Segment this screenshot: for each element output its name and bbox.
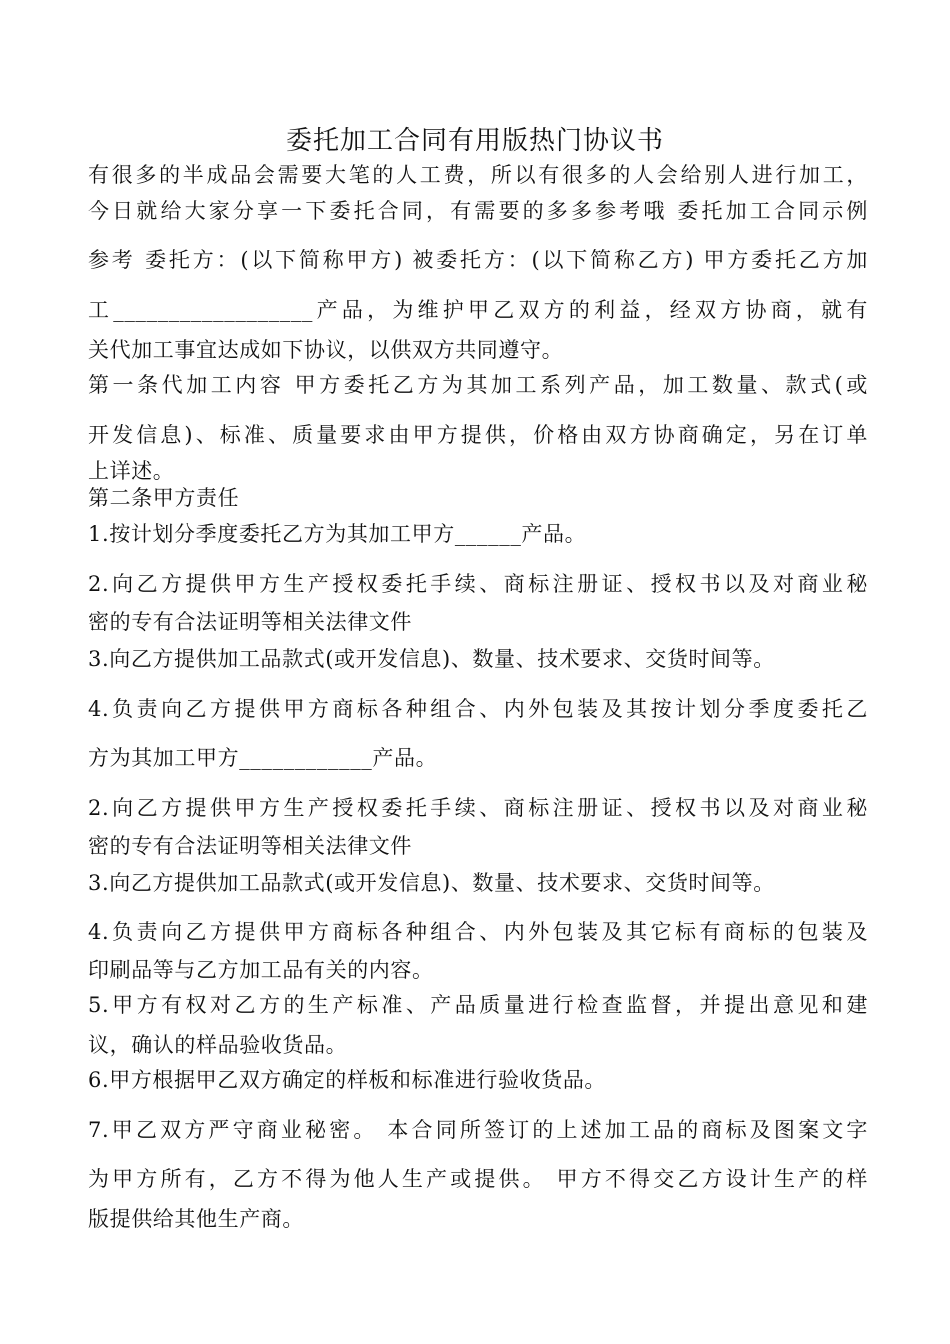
section-heading: 第二条甲方责任 xyxy=(88,486,240,510)
paragraph-line: 密的专有合法证明等相关法律文件 xyxy=(88,610,412,634)
paragraph-line: 2.向乙方提供甲方生产授权委托手续、商标注册证、授权书以及对商业秘 xyxy=(88,572,868,596)
paragraph-line: 3.向乙方提供加工品款式(或开发信息)、数量、技术要求、交货时间等。 xyxy=(88,871,775,895)
paragraph-line: 第一条代加工内容 甲方委托乙方为其加工系列产品，加工数量、款式(或 xyxy=(88,373,868,397)
paragraph-line: 5.甲方有权对乙方的生产标准、产品质量进行检查监督，并提出意见和建 xyxy=(88,993,868,1017)
paragraph-line: 议，确认的样品验收货品。 xyxy=(88,1033,348,1057)
paragraph-line: 4.负责向乙方提供甲方商标各种组合、内外包装及其它标有商标的包装及 xyxy=(88,920,868,944)
paragraph-line: 开发信息)、标准、质量要求由甲方提供，价格由双方协商确定，另在订单 xyxy=(88,423,868,447)
paragraph-line: 上详述。 xyxy=(88,459,175,483)
paragraph-line: 3.向乙方提供加工品款式(或开发信息)、数量、技术要求、交货时间等。 xyxy=(88,647,775,671)
paragraph-line: 6.甲方根据甲乙双方确定的样板和标准进行验收货品。 xyxy=(88,1068,607,1092)
paragraph-line: 方为其加工甲方____________产品。 xyxy=(88,746,438,770)
paragraph-line: 为甲方所有，乙方不得为他人生产或提供。 甲方不得交乙方设计生产的样 xyxy=(88,1167,868,1191)
document-title: 委托加工合同有用版热门协议书 xyxy=(285,126,664,156)
paragraph-line: 版提供给其他生产商。 xyxy=(88,1207,304,1231)
paragraph-line: 印刷品等与乙方加工品有关的内容。 xyxy=(88,958,434,982)
paragraph-line: 有很多的半成品会需要大笔的人工费，所以有很多的人会给别人进行加工， xyxy=(88,163,868,187)
paragraph-line: 工__________________产品，为维护甲乙双方的利益，经双方协商，就有 xyxy=(88,298,868,322)
paragraph-line: 7.甲乙双方严守商业秘密。 本合同所签订的上述加工品的商标及图案文字 xyxy=(88,1118,868,1142)
paragraph-line: 2.向乙方提供甲方生产授权委托手续、商标注册证、授权书以及对商业秘 xyxy=(88,796,868,820)
paragraph-line: 密的专有合法证明等相关法律文件 xyxy=(88,834,412,858)
paragraph-line: 4.负责向乙方提供甲方商标各种组合、内外包装及其按计划分季度委托乙 xyxy=(88,697,868,721)
paragraph-line: 今日就给大家分享一下委托合同，有需要的多多参考哦 委托加工合同示例 xyxy=(88,199,868,223)
paragraph-line: 1.按计划分季度委托乙方为其加工甲方______产品。 xyxy=(88,522,587,546)
paragraph-line: 参考 委托方：(以下简称甲方) 被委托方：(以下简称乙方) 甲方委托乙方加 xyxy=(88,248,868,272)
paragraph-line: 关代加工事宜达成如下协议，以供双方共同遵守。 xyxy=(88,338,564,362)
